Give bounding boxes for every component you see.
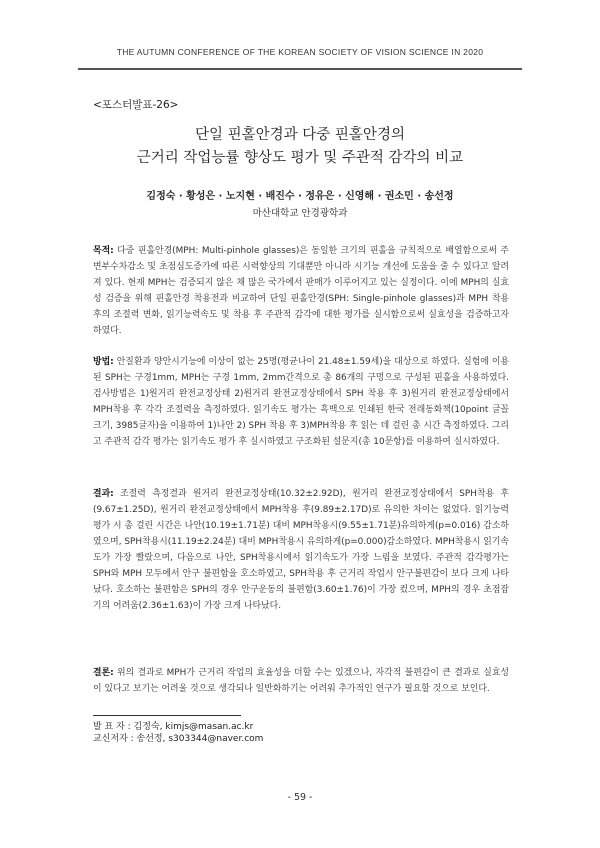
paper-title xyxy=(60,124,540,170)
affiliation: 마산대학교 안경광학과 xyxy=(252,208,348,219)
results-section xyxy=(93,486,509,614)
conclusion-text: 위의 결과로 MPH가 근거리 작업의 효율성을 더할 수는 있겠으나, 자각적 불편감이 큰 결과로 실효성이 있다고 보기는 어려울 것으로 생각되나 일반화하기는 어려워 추가적인 연구가 필요할 것으로 보인다. xyxy=(93,668,509,694)
header-divider xyxy=(78,68,522,70)
methods-section xyxy=(93,354,509,450)
methods-text: 안질환과 양안시기능에 이상이 없는 25명(평균나이 21.48±1.59세)을 대상으로 하였다. 실험에 이용된 SPH는 구경1mm, MPH는 구경 1mm, 2mm간격으로 총 86개의 구멍으로 구성된 핀홀을 사용하였다. 검사방법은 1)원거리 완전교정상태 2)원거리 완전교정상태에서 SPH 착용 후 3)원거리 완전교정상태에서 MPH착용 후 각각 조절력을 측정하였다. 읽기속도 평가는 흑백으로 인쇄된 한국 전래동화책(10point 글꼴크기, 3985글자)을 이용하여 1)나안 2) SPH 착용 후 3)MPH착용 후 읽는 데 걸린 총 시간 측정하였다. 그리고 주관적 감각 평가는 읽기속도 평가 후 실시하였고 구조화된 설문지(총 10문항)를 이용하여 실시하였다. xyxy=(93,357,509,447)
purpose-section xyxy=(93,243,509,339)
methods-label: 방법: xyxy=(93,357,114,367)
purpose-text: 다중 핀홀안경(MPH: Multi-pinhole glasses)은 동일한 크기의 핀홀을 규칙적으로 배열함으로써 주변부수차감소 및 초점심도증가에 따른 시력향상의 기대뿐만 아니라 시기능 개선에 도움을 줄 수 있다고 알려져 있다. 현재 MPH는 검증되지 않은 채 많은 국가에서 판매가 이루어지고 있는 실정이다. 이에 MPH의 실효성 검증을 위해 핀홀안경 착용전과 비교하여 단일 핀홀안경(SPH: Single-pinhole glasses)과 MPH 착용 후의 조절력 변화, 읽기능력속도 및 착용 후 주관적 감각에 대한 평가를 실시함으로써 실효성을 검증하고자 하였다. xyxy=(93,246,509,336)
footnote-divider xyxy=(93,715,241,716)
results-text: 조절력 측정결과 원거리 완전교정상태(10.32±2.92D), 원거리 완전교정상태에서 SPH착용 후(9.67±1.25D), 원거리 완전교정상태에서 MPH착용 후(9.89±2.17D)로 유의한 차이는 없었다. 읽기능력평가 시 총 걸린 시간은 나안(10.19±1.71분) 대비 MPH착용시(9.55±1.71분)유의하게(p=0.016) 감소하였으며, SPH착용시(11.19±2.24분) 대비 MPH착용시 유의하게(p=0.000)감소하였다. MPH착용시 읽기속도가 가장 빨랐으며, 다음으로 나안, SPH착용시에서 읽기속도가 가장 느림을 보였다. 주관적 감각평가는 SPH와 MPH 모두에서 안구 불편함을 호소하였고, SPH착용 후 근거리 작업시 안구불편감이 보다 크게 나타났다. 호소하는 불편함은 SPH의 경우 안구운동의 불편함(3.60±1.76)이 가장 컸으며, MPH의 경우 초점잡기의 어려움(2.36±1.63)이 가장 크게 나타났다. xyxy=(93,489,509,611)
conference-header: THE AUTUMN CONFERENCE OF THE KOREAN SOCIETY OF VISION SCIENCE IN 2020 xyxy=(116,47,484,57)
author-list: 김정숙 · 황성은 · 노지현 · 배진수 · 정유은 · 신영해 · 권소민 · 송선정 xyxy=(146,191,454,202)
results-label: 결과: xyxy=(93,489,114,499)
corresponding-author-contact: 교신저자 : 송선정, s303344@naver.com xyxy=(93,734,264,744)
poster-number: <포스터발표-26> xyxy=(93,99,179,111)
purpose-label: 목적: xyxy=(93,246,114,256)
presenter-contact: 발 표 자 : 김정숙, kimjs@masan.ac.kr xyxy=(93,722,254,732)
title-line-2: 근거리 작업능률 향상도 평가 및 주관적 감각의 비교 xyxy=(136,150,464,166)
page-number: - 59 - xyxy=(287,792,313,803)
conclusion-section xyxy=(93,665,509,697)
title-line-1: 단일 핀홀안경과 다중 핀홀안경의 xyxy=(195,127,405,143)
conclusion-label: 결론: xyxy=(93,668,114,678)
